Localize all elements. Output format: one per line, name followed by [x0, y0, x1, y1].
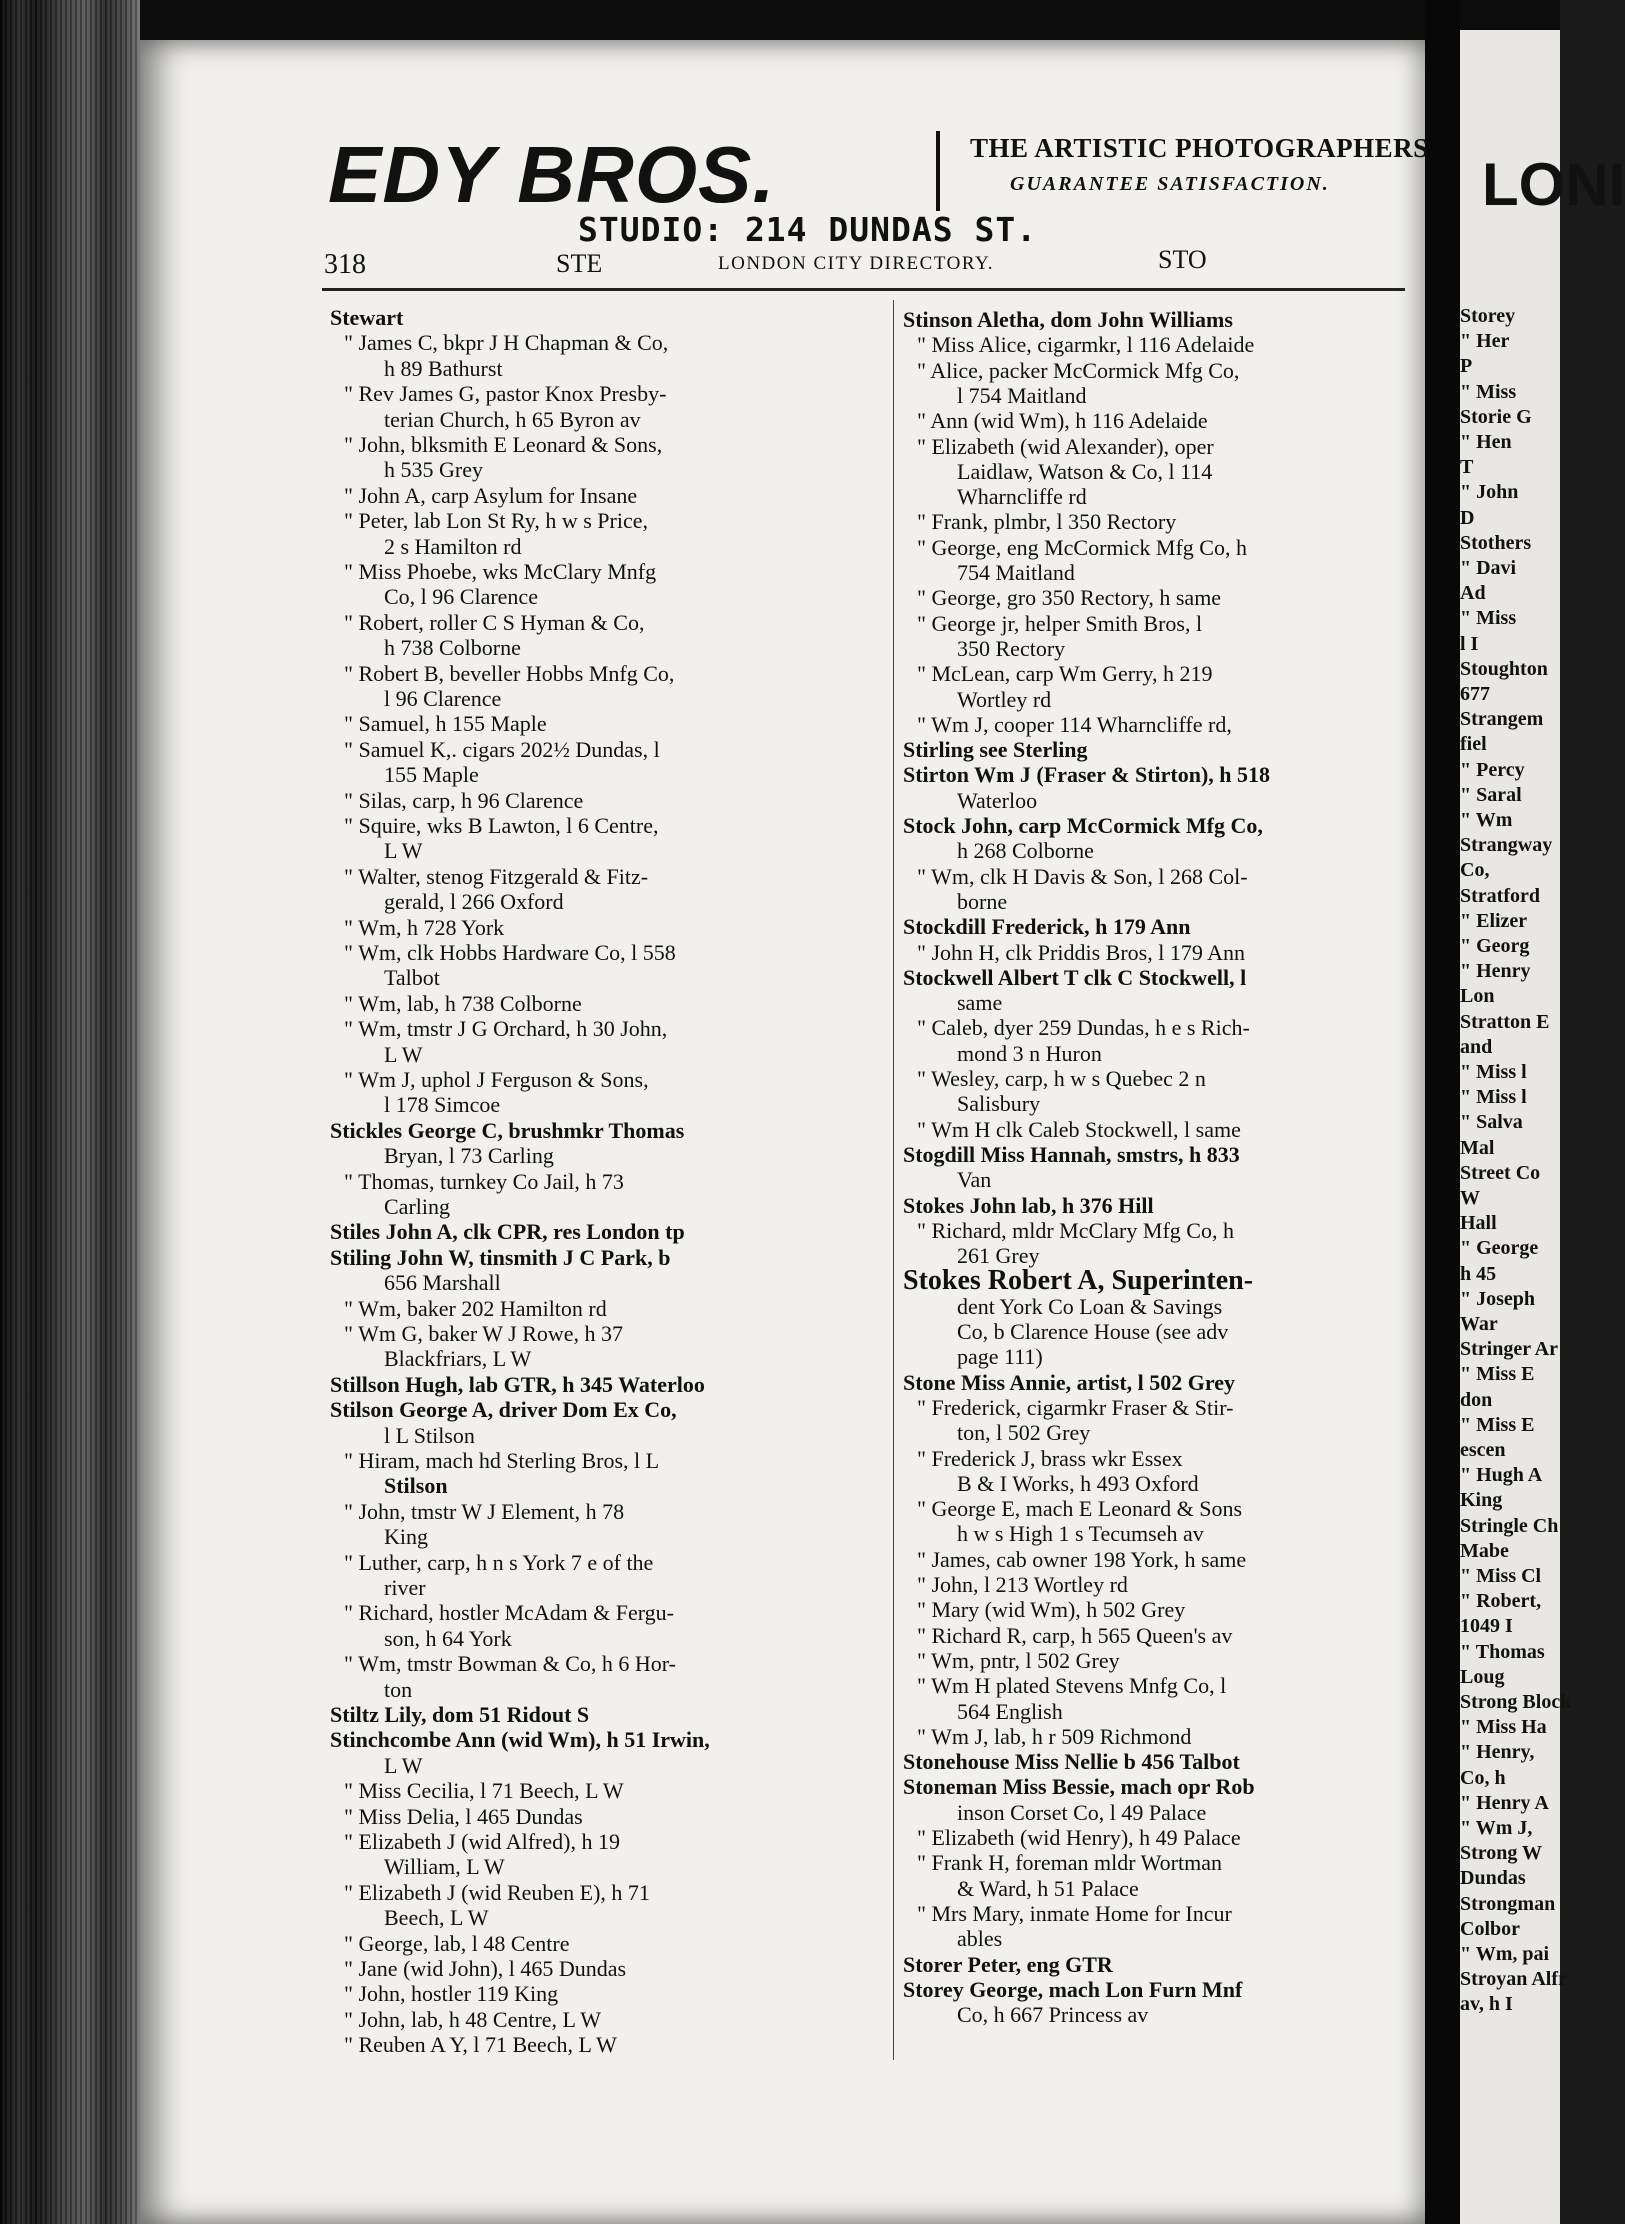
next-page-line: " Hugh A — [1460, 1464, 1543, 1487]
directory-line: " Miss Alice, cigarmkr, l 116 Adelaide — [917, 332, 1255, 358]
directory-line: h 535 Grey — [384, 457, 483, 483]
next-page-line: Stothers — [1460, 531, 1532, 554]
directory-line: l 178 Simcoe — [384, 1092, 501, 1118]
directory-line: h w s High 1 s Tecumseh av — [957, 1521, 1204, 1547]
directory-line: William, L W — [384, 1854, 505, 1880]
directory-line: Storey George, mach Lon Furn Mnf — [903, 1976, 1243, 2002]
directory-line: Stogdill Miss Hannah, smstrs, h 833 — [903, 1141, 1240, 1167]
directory-line: " Wm, clk H Davis & Son, l 268 Col- — [917, 863, 1248, 889]
directory-line: Co, l 96 Clarence — [384, 584, 538, 610]
next-page-line: " Thomas — [1460, 1640, 1545, 1663]
next-page-line: T — [1460, 456, 1474, 479]
next-page-line: War — [1460, 1313, 1498, 1335]
directory-line: " John, tmstr W J Element, h 78 — [344, 1498, 625, 1524]
next-page-line: Stringer Ar — [1460, 1338, 1558, 1361]
next-page-line: Stratford — [1460, 884, 1540, 907]
directory-line: Stirling see Sterling — [903, 737, 1088, 763]
directory-line: Carling — [384, 1194, 450, 1219]
directory-line: " Richard R, carp, h 565 Queen's av — [917, 1622, 1233, 1648]
next-page-line: Strongman — [1460, 1892, 1556, 1915]
directory-line: " James C, bkpr J H Chapman & Co, — [344, 330, 669, 356]
next-page-line: " Her — [1460, 330, 1510, 353]
next-page-line: Storie G — [1460, 405, 1532, 428]
next-page-line: W — [1460, 1187, 1480, 1209]
directory-line: 261 Grey — [957, 1243, 1040, 1269]
next-page-line: " Henry, — [1460, 1741, 1535, 1764]
directory-line: " Elizabeth (wid Alexander), oper — [917, 433, 1214, 459]
directory-line: Stirton Wm J (Fraser & Stirton), h 518 — [903, 762, 1271, 788]
next-page-line: Strong Block — [1460, 1691, 1572, 1713]
directory-line: " Wm, baker 202 Hamilton rd — [344, 1295, 607, 1321]
next-page-line: Strangway — [1460, 834, 1553, 857]
directory-line: " Elizabeth (wid Henry), h 49 Palace — [917, 1825, 1241, 1850]
directory-line: Stilson — [384, 1473, 448, 1499]
directory-line: " Robert, roller C S Hyman & Co, — [344, 609, 645, 635]
directory-line: ton, l 502 Grey — [957, 1420, 1091, 1446]
next-page-line: Lon — [1460, 985, 1495, 1008]
directory-line: Stewart — [330, 305, 404, 330]
directory-line: " Wm, h 728 York — [344, 914, 505, 940]
directory-line: Stiles John A, clk CPR, res London tp — [330, 1219, 685, 1245]
directory-line: Stillson Hugh, lab GTR, h 345 Waterloo — [330, 1371, 705, 1397]
directory-line: 155 Maple — [384, 762, 479, 788]
directory-line: Stiling John W, tinsmith J C Park, b — [330, 1244, 671, 1270]
directory-line: L W — [384, 1041, 423, 1067]
directory-line: Laidlaw, Watson & Co, l 114 — [957, 458, 1213, 484]
directory-line: Stilson George A, driver Dom Ex Co, — [330, 1397, 677, 1423]
directory-line: inson Corset Co, l 49 Palace — [957, 1799, 1207, 1825]
directory-line: " Elizabeth J (wid Alfred), h 19 — [344, 1829, 620, 1854]
directory-line: Co, h 667 Princess av — [957, 2002, 1149, 2028]
running-title: LONDON CITY DIRECTORY. — [718, 253, 994, 274]
directory-line: " Wm, pntr, l 502 Grey — [917, 1647, 1120, 1673]
directory-line: page 111) — [957, 1344, 1043, 1370]
directory-line: " Walter, stenog Fitzgerald & Fitz- — [344, 863, 649, 889]
directory-line: river — [384, 1575, 426, 1600]
ad-divider — [936, 131, 940, 211]
next-page-line: 1049 I — [1460, 1615, 1513, 1638]
next-page-line: " Hen — [1460, 431, 1512, 453]
directory-line: L W — [384, 838, 423, 864]
directory-line: B & I Works, h 493 Oxford — [957, 1470, 1199, 1496]
directory-line: & Ward, h 51 Palace — [957, 1875, 1139, 1901]
directory-line: " Robert B, beveller Hobbs Mnfg Co, — [344, 660, 675, 686]
directory-line: " Peter, lab Lon St Ry, h w s Price, — [344, 508, 648, 534]
directory-line: Beech, L W — [384, 1905, 489, 1931]
directory-line: " Wm H plated Stevens Mnfg Co, l — [917, 1673, 1227, 1699]
next-page-line: Loug — [1460, 1665, 1505, 1688]
directory-line: " Wm, lab, h 738 Colborne — [344, 990, 582, 1016]
directory-line: son, h 64 York — [384, 1625, 512, 1651]
running-head — [180, 245, 1405, 290]
directory-line: " Squire, wks B Lawton, l 6 Centre, — [344, 813, 659, 838]
directory-line: Stock John, carp McCormick Mfg Co, — [903, 813, 1263, 838]
directory-line: l L Stilson — [384, 1422, 475, 1448]
guide-letters-left: STE — [556, 249, 603, 278]
directory-line: " Richard, hostler McAdam & Fergu- — [344, 1600, 674, 1626]
directory-line: " Hiram, mach hd Sterling Bros, l L — [344, 1448, 660, 1473]
directory-line: Stokes Robert A, Superinten- — [903, 1265, 1254, 1297]
next-page-line: " Davi — [1460, 557, 1517, 579]
directory-line: " Mary (wid Wm), h 502 Grey — [917, 1597, 1186, 1623]
next-page-line: " Joseph — [1460, 1287, 1536, 1310]
directory-line: " Miss Cecilia, l 71 Beech, L W — [344, 1778, 624, 1804]
directory-line: 564 English — [957, 1698, 1063, 1724]
directory-line: " George, lab, l 48 Centre — [344, 1930, 570, 1956]
directory-line: 656 Marshall — [384, 1270, 501, 1296]
next-page-line: Stoughton — [1460, 657, 1548, 680]
directory-line: terian Church, h 65 Byron av — [384, 406, 641, 432]
next-page-line: l I — [1460, 632, 1479, 655]
next-page-line: " Miss E — [1460, 1413, 1535, 1436]
directory-line: Bryan, l 73 Carling — [384, 1143, 554, 1169]
directory-line: 350 Rectory — [957, 635, 1066, 661]
next-page-line: " John — [1460, 481, 1519, 504]
next-page-fragment — [1460, 30, 1625, 2224]
directory-line: " Richard, mldr McClary Mfg Co, h — [917, 1217, 1234, 1243]
next-page-line: Stroyan Alfr — [1460, 1968, 1567, 1991]
directory-line: " Rev James G, pastor Knox Presby- — [344, 381, 667, 407]
next-page-line: " Robert, — [1460, 1590, 1542, 1613]
directory-line: " Miss Phoebe, wks McClary Mnfg — [344, 559, 657, 584]
next-page-line: King — [1460, 1489, 1503, 1512]
directory-line: " John, blksmith E Leonard & Sons, — [344, 432, 663, 457]
directory-line: " Wm, tmstr Bowman & Co, h 6 Hor- — [344, 1651, 677, 1677]
directory-line: " James, cab owner 198 York, h same — [917, 1546, 1247, 1572]
next-page-line: av, h I — [1460, 1993, 1513, 2016]
directory-line: Van — [957, 1167, 992, 1193]
directory-line: " George E, mach E Leonard & Sons — [917, 1496, 1243, 1522]
directory-line: " Silas, carp, h 96 Clarence — [344, 787, 584, 813]
directory-line: " Mrs Mary, inmate Home for Incur — [917, 1900, 1232, 1926]
directory-line: " Wm, tmstr J G Orchard, h 30 John, — [344, 1016, 668, 1042]
next-page-line: 677 — [1460, 683, 1490, 705]
next-page-line: " Elizer — [1460, 909, 1528, 932]
directory-line: " George, eng McCormick Mfg Co, h — [917, 534, 1247, 560]
directory-line: " Ann (wid Wm), h 116 Adelaide — [917, 408, 1208, 434]
next-page-line: Stringle Ch — [1460, 1514, 1559, 1537]
directory-line: " Wm J, lab, h r 509 Richmond — [917, 1723, 1192, 1749]
directory-line: " Wm J, cooper 114 Wharncliffe rd, — [917, 711, 1232, 737]
directory-line: King — [384, 1524, 428, 1550]
next-page-line: Co, — [1460, 859, 1490, 882]
next-page-line: and — [1460, 1035, 1493, 1058]
directory-line: " Frank, plmbr, l 350 Rectory — [917, 509, 1177, 535]
next-page-line: Mabe — [1460, 1539, 1509, 1562]
directory-line: " Wm G, baker W J Rowe, h 37 — [344, 1321, 624, 1346]
directory-line: Wortley rd — [957, 686, 1052, 712]
directory-line: " Wm, clk Hobbs Hardware Co, l 558 — [344, 940, 676, 965]
directory-line: " Thomas, turnkey Co Jail, h 73 — [344, 1168, 624, 1194]
directory-line: " Jane (wid John), l 465 Dundas — [344, 1956, 627, 1981]
next-page-line: h 45 — [1460, 1262, 1497, 1285]
page-number: 318 — [324, 249, 366, 280]
directory-line: " Frank H, foreman mldr Wortman — [917, 1850, 1222, 1876]
directory-line: Stone Miss Annie, artist, l 502 Grey — [903, 1369, 1236, 1395]
directory-line: l 96 Clarence — [384, 686, 502, 711]
next-page-line: fiel — [1460, 733, 1487, 756]
directory-line: Stinchcombe Ann (wid Wm), h 51 Irwin, — [330, 1727, 710, 1753]
directory-line: h 89 Bathurst — [384, 355, 503, 381]
next-page-line: Co, h — [1460, 1766, 1506, 1789]
next-page-line: " Miss — [1460, 380, 1517, 403]
directory-line: Salisbury — [957, 1091, 1041, 1117]
directory-line: " Samuel K,. cigars 202½ Dundas, l — [344, 736, 660, 762]
directory-line: Co, b Clarence House (see adv — [957, 1319, 1229, 1344]
next-page-line: " George — [1460, 1237, 1539, 1260]
directory-line: " Miss Delia, l 465 Dundas — [344, 1803, 583, 1829]
next-page-line: Colbor — [1460, 1917, 1520, 1940]
directory-line: " Luther, carp, h n s York 7 e of the — [344, 1549, 654, 1575]
ad-studio-address: STUDIO: 214 DUNDAS ST. — [578, 210, 1038, 249]
directory-line: Wharncliffe rd — [957, 484, 1087, 510]
next-page-line: " Percy — [1460, 758, 1525, 781]
directory-line: " George jr, helper Smith Bros, l — [917, 610, 1203, 636]
next-page-line: " Saral — [1460, 783, 1522, 806]
directory-line: mond 3 n Huron — [957, 1040, 1102, 1066]
directory-line: " McLean, carp Wm Gerry, h 219 — [917, 661, 1213, 687]
directory-line: ables — [957, 1926, 1003, 1952]
next-page-line: D — [1460, 506, 1475, 529]
directory-line: " John, l 213 Wortley rd — [917, 1572, 1128, 1597]
directory-line: 2 s Hamilton rd — [384, 533, 522, 559]
binding-texture — [0, 0, 140, 2224]
directory-line: " George, gro 350 Rectory, h same — [917, 585, 1222, 611]
next-page-line: " Miss l — [1460, 1061, 1527, 1083]
header-rule — [322, 288, 1405, 291]
next-page-line: don — [1460, 1388, 1493, 1411]
directory-line: " Wm J, uphol J Ferguson & Sons, — [344, 1067, 649, 1092]
directory-line: Waterloo — [957, 787, 1038, 813]
directory-line: h 738 Colborne — [384, 635, 521, 661]
next-page-line: Street Co — [1460, 1161, 1541, 1184]
directory-line: 754 Maitland — [957, 560, 1075, 585]
next-page-line: " Wm — [1460, 809, 1513, 831]
directory-line: " Wm H clk Caleb Stockwell, l same — [917, 1116, 1241, 1142]
ad-guarantee: GUARANTEE SATISFACTION. — [1010, 173, 1330, 195]
directory-line: L W — [384, 1752, 423, 1778]
next-page-header: LONI — [1482, 151, 1625, 218]
directory-line: Talbot — [384, 965, 440, 991]
directory-line: Stiltz Lily, dom 51 Ridout S — [330, 1702, 590, 1727]
directory-line: Stokes John lab, h 376 Hill — [903, 1192, 1154, 1218]
directory-line: Stickles George C, brushmkr Thomas — [330, 1117, 685, 1143]
directory-line: Stoneman Miss Bessie, mach opr Rob — [903, 1774, 1255, 1800]
next-page-line: Ad — [1460, 582, 1486, 605]
directory-line: " Frederick J, brass wkr Essex — [917, 1445, 1183, 1471]
directory-line: " John, hostler 119 King — [344, 1981, 559, 2007]
directory-line: " Reuben A Y, l 71 Beech, L W — [344, 2032, 617, 2058]
directory-line: " Caleb, dyer 259 Dundas, h e s Rich- — [917, 1015, 1250, 1041]
directory-line: " Frederick, cigarmkr Fraser & Stir- — [917, 1394, 1234, 1420]
directory-line: ton — [384, 1676, 413, 1702]
directory-line: Storer Peter, eng GTR — [903, 1951, 1113, 1977]
directory-line: " Elizabeth J (wid Reuben E), h 71 — [344, 1879, 650, 1905]
next-page-line: " Salva — [1460, 1111, 1523, 1134]
directory-line: " John H, clk Priddis Bros, l 179 Ann — [917, 939, 1246, 965]
next-page-line: " Miss l — [1460, 1086, 1527, 1109]
next-page-line: " Wm J, — [1460, 1817, 1533, 1839]
directory-line: Stockwell Albert T clk C Stockwell, l — [903, 964, 1247, 990]
ad-tagline: THE ARTISTIC PHOTOGRAPHERS — [970, 133, 1429, 163]
next-page-line: Dundas — [1460, 1867, 1526, 1890]
directory-line: h 268 Colborne — [957, 838, 1094, 864]
next-page-line: Storey — [1460, 305, 1516, 327]
directory-line: " John A, carp Asylum for Insane — [344, 482, 638, 508]
next-page-line: " Miss E — [1460, 1363, 1535, 1386]
next-page-line: " Miss Ha — [1460, 1716, 1547, 1739]
next-page-line: " Henry — [1460, 960, 1531, 983]
directory-line: dent York Co Loan & Savings — [957, 1293, 1223, 1319]
directory-line: gerald, l 266 Oxford — [384, 889, 564, 915]
guide-letters-right: STO — [1158, 245, 1207, 274]
next-page-line: Stratton E — [1460, 1010, 1550, 1033]
directory-line: Stinson Aletha, dom John Williams — [903, 307, 1233, 332]
next-page-line: Mal — [1460, 1136, 1495, 1159]
next-page-line: Hall — [1460, 1212, 1497, 1235]
next-page-line: P — [1460, 355, 1473, 378]
next-page-line: " Miss — [1460, 607, 1517, 630]
directory-line: " Samuel, h 155 Maple — [344, 711, 547, 737]
directory-line: Blackfriars, L W — [384, 1346, 532, 1372]
next-page-line: " Henry A — [1460, 1791, 1549, 1814]
directory-line: l 754 Maitland — [957, 382, 1087, 408]
next-page-line: escen — [1460, 1439, 1506, 1461]
directory-line: borne — [957, 888, 1008, 914]
directory-line: " Alice, packer McCormick Mfg Co, — [917, 357, 1240, 383]
next-page-line: " Miss Cl — [1460, 1565, 1542, 1587]
ad-brand: EDY BROS. — [328, 130, 776, 219]
directory-line: Stockdill Frederick, h 179 Ann — [903, 914, 1191, 940]
directory-line: same — [957, 990, 1003, 1016]
directory-line: " Wesley, carp, h w s Quebec 2 n — [917, 1066, 1206, 1091]
next-page-line: " Georg — [1460, 935, 1530, 957]
next-page-line: Strong W — [1460, 1842, 1543, 1865]
next-page-line: Strangem — [1460, 708, 1544, 731]
advertisement-header — [180, 125, 1429, 249]
directory-line: " John, lab, h 48 Centre, L W — [344, 2006, 602, 2032]
directory-line: Stonehouse Miss Nellie b 456 Talbot — [903, 1749, 1240, 1775]
next-page-line: " Wm, pai — [1460, 1943, 1550, 1965]
